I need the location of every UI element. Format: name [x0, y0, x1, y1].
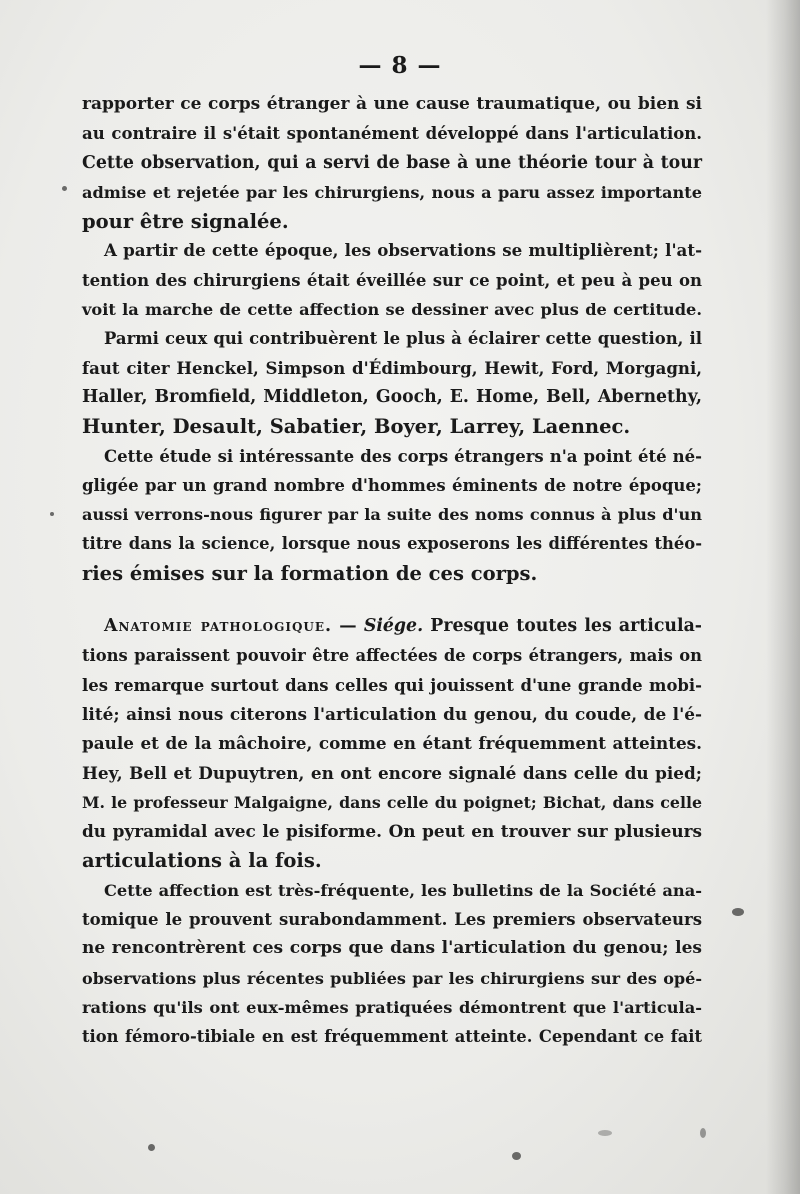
paragraph	[82, 876, 702, 1052]
scan-speck	[62, 186, 67, 191]
text-line: Cette observation, qui a servi de base à une théorie tour à tour	[82, 152, 702, 173]
text-line: au contraire il s'était spontanément développé dans l'articulation.	[82, 123, 702, 144]
section-gap	[82, 588, 702, 612]
text-line: rapporter ce corps étranger à une cause traumatique, ou bien si	[82, 94, 702, 114]
text-line: paule et de la mâchoire, comme en étant fréquemment atteintes.	[82, 733, 702, 754]
text-line: du pyramidal avec le pisiforme. On peut en trouver sur plusieurs	[82, 821, 702, 842]
text-line: tomique le prouvent surabondamment. Les premiers observateurs	[82, 909, 702, 930]
text-line: Parmi ceux qui contribuèrent le plus à éclairer cette question, il	[104, 329, 702, 349]
text-line: titre dans la science, lorsque nous exposerons les différentes théo-	[82, 534, 702, 554]
scan-speck	[512, 1152, 521, 1160]
text-line: ne rencontrèrent ces corps que dans l'articulation du genou; les	[82, 938, 702, 959]
text-line: tions paraissent pouvoir être affectées de corps étrangers, mais on	[82, 646, 702, 666]
text-line: Cette étude si intéressante des corps étrangers n'a point été né-	[104, 446, 702, 466]
text-line: Cette affection est très-fréquente, les bulletins de la Société ana-	[104, 880, 702, 900]
text-line: A partir de cette époque, les observations se multiplièrent; l'at-	[104, 240, 702, 261]
paragraph	[82, 236, 702, 324]
text-line: observations plus récentes publiées par les chirurgiens sur des opé-	[82, 968, 702, 988]
scan-speck	[732, 908, 744, 916]
text-line: M. le professeur Malgaigne, dans celle du poignet; Bichat, dans celle	[82, 792, 702, 812]
section-dash: —	[332, 616, 364, 637]
scan-speck	[148, 1144, 155, 1151]
scan-speck	[598, 1130, 612, 1136]
paragraph	[82, 442, 702, 588]
text-line: articulations à la fois.	[82, 849, 322, 873]
text-line: lité; ainsi nous citerons l'articulation du genou, du coude, de l'é-	[82, 703, 702, 724]
text-line: rations qu'ils ont eux-mêmes pratiquées démontrent que l'articula-	[82, 997, 702, 1017]
text-line: aussi verrons-nous figurer par la suite des noms connus à plus d'un	[82, 505, 702, 525]
text-line: les remarque surtout dans celles qui jouissent d'une grande mobi-	[82, 675, 702, 695]
scan-speck	[50, 512, 54, 516]
text-line: ries émises sur la formation de ces corps.	[82, 561, 538, 585]
text-line: Hunter, Desault, Sabatier, Boyer, Larrey, Laennec.	[82, 415, 631, 439]
section-heading: Anatomie pathologique.	[104, 616, 333, 637]
text-line: tention des chirurgiens était éveillée sur ce point, et peu à peu on	[82, 269, 702, 290]
section-subheading: Siége.	[363, 616, 424, 637]
paragraph	[82, 324, 702, 441]
text-line: Haller, Bromfield, Middleton, Gooch, E. Home, Bell, Abernethy,	[82, 386, 702, 407]
text-line: faut citer Henckel, Simpson d'Édimbourg, Hewit, Ford, Morgagni,	[82, 357, 702, 378]
body-text	[82, 90, 702, 1052]
page-number: — 8 —	[358, 52, 442, 79]
paragraph-continuation	[82, 90, 702, 236]
text-line: Hey, Bell et Dupuytren, en ont encore signalé dans celle du pied;	[82, 762, 702, 783]
text-line: pour être signalée.	[82, 210, 289, 234]
section-anatomie-pathologique	[82, 612, 702, 876]
text-line: voit la marche de cette affection se dessiner avec plus de certitude.	[82, 300, 702, 320]
scan-speck	[700, 1128, 706, 1138]
text-fragment: Presque toutes les articula-	[423, 616, 702, 637]
text-line	[82, 612, 702, 641]
text-line: tion fémoro-tibiale en est fréquemment atteinte. Cependant ce fait	[82, 1027, 702, 1047]
binding-edge-shadow	[766, 0, 800, 1194]
text-line: gligée par un grand nombre d'hommes éminents de notre époque;	[82, 475, 702, 495]
text-line: admise et rejetée par les chirurgiens, nous a paru assez importante	[82, 182, 702, 202]
